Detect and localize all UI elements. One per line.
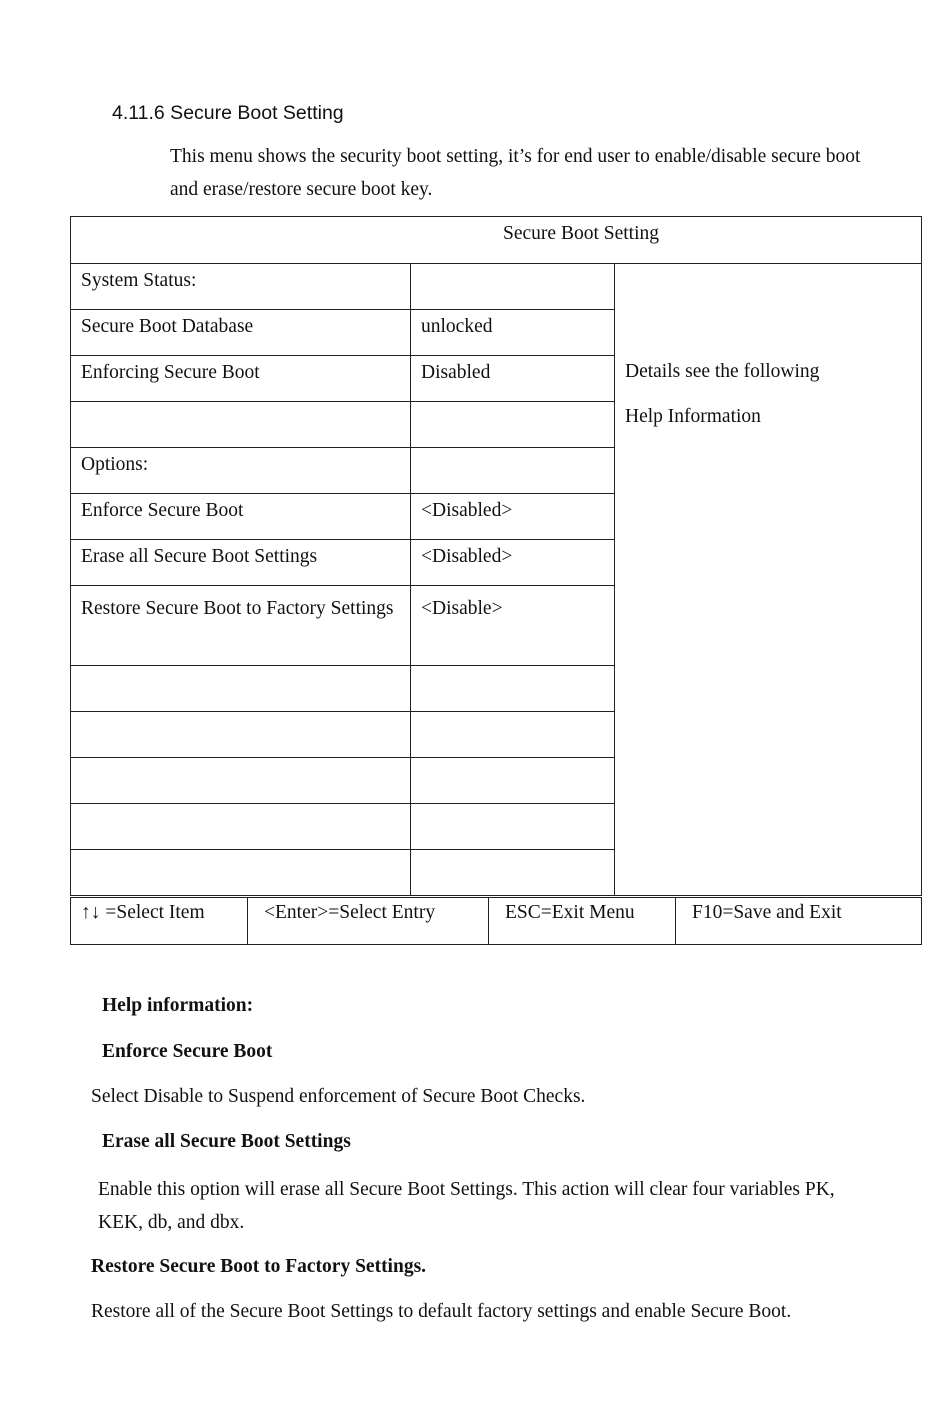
- help-item-text: Restore all of the Secure Boot Settings to default factory settings and enable Secure Boot.: [91, 1301, 792, 1322]
- help-panel-line-1: Details see the following: [625, 361, 820, 382]
- empty-cell: [411, 758, 615, 804]
- help-panel: [615, 264, 922, 896]
- help-item-title: Enforce Secure Boot: [102, 1041, 273, 1062]
- empty-cell: [71, 712, 411, 758]
- empty-cell: [411, 804, 615, 850]
- help-item-title: Erase all Secure Boot Settings: [102, 1131, 351, 1152]
- help-item-title: Restore Secure Boot to Factory Settings.: [91, 1256, 427, 1277]
- empty-cell: [411, 850, 615, 896]
- intro-paragraph: This menu shows the security boot setting, it’s for end user to enable/disable secure boot and erase/restore secure boot key.: [170, 146, 861, 200]
- option-enforce-secure-boot[interactable]: Enforce Secure Boot: [71, 494, 411, 540]
- row-label-system-status: System Status:: [71, 264, 411, 310]
- empty-cell: [71, 666, 411, 712]
- secure-boot-setting-table: [70, 216, 922, 896]
- empty-cell: [411, 712, 615, 758]
- empty-cell: [71, 850, 411, 896]
- help-item-text: Enable this option will erase all Secure Boot Settings. This action will clear four variables PK, KEK, db, and dbx.: [98, 1179, 835, 1233]
- empty-cell: [411, 402, 615, 448]
- section-heading: 4.11.6 Secure Boot Setting: [112, 102, 344, 124]
- empty-cell: [71, 402, 411, 448]
- row-value-secure-boot-database: unlocked: [411, 310, 615, 356]
- empty-cell: [71, 758, 411, 804]
- option-erase-all-secure-boot-settings[interactable]: Erase all Secure Boot Settings: [71, 540, 411, 586]
- help-heading: Help information:: [102, 995, 254, 1016]
- key-select-item: ↑↓ =Select Item: [71, 898, 248, 945]
- option-enforce-secure-boot-value[interactable]: <Disabled>: [411, 494, 615, 540]
- row-label-secure-boot-database: Secure Boot Database: [71, 310, 411, 356]
- empty-cell: [71, 804, 411, 850]
- key-legend-bar: [70, 897, 922, 945]
- table-title: Secure Boot Setting: [71, 217, 922, 264]
- key-exit-menu: ESC=Exit Menu: [489, 898, 676, 945]
- row-value-enforcing-secure-boot: Disabled: [411, 356, 615, 402]
- row-label-enforcing-secure-boot: Enforcing Secure Boot: [71, 356, 411, 402]
- row-label-options: Options:: [71, 448, 411, 494]
- help-item-text: Select Disable to Suspend enforcement of Secure Boot Checks.: [91, 1086, 586, 1107]
- row-value: [411, 448, 615, 494]
- row-value: [411, 264, 615, 310]
- table-row: [71, 264, 922, 310]
- key-save-and-exit: F10=Save and Exit: [676, 898, 922, 945]
- empty-cell: [411, 666, 615, 712]
- key-select-entry: <Enter>=Select Entry: [248, 898, 489, 945]
- help-panel-line-2: Help Information: [625, 406, 761, 427]
- option-restore-factory-settings[interactable]: Restore Secure Boot to Factory Settings: [71, 586, 411, 666]
- option-erase-all-value[interactable]: <Disabled>: [411, 540, 615, 586]
- option-restore-factory-value[interactable]: <Disable>: [411, 586, 615, 666]
